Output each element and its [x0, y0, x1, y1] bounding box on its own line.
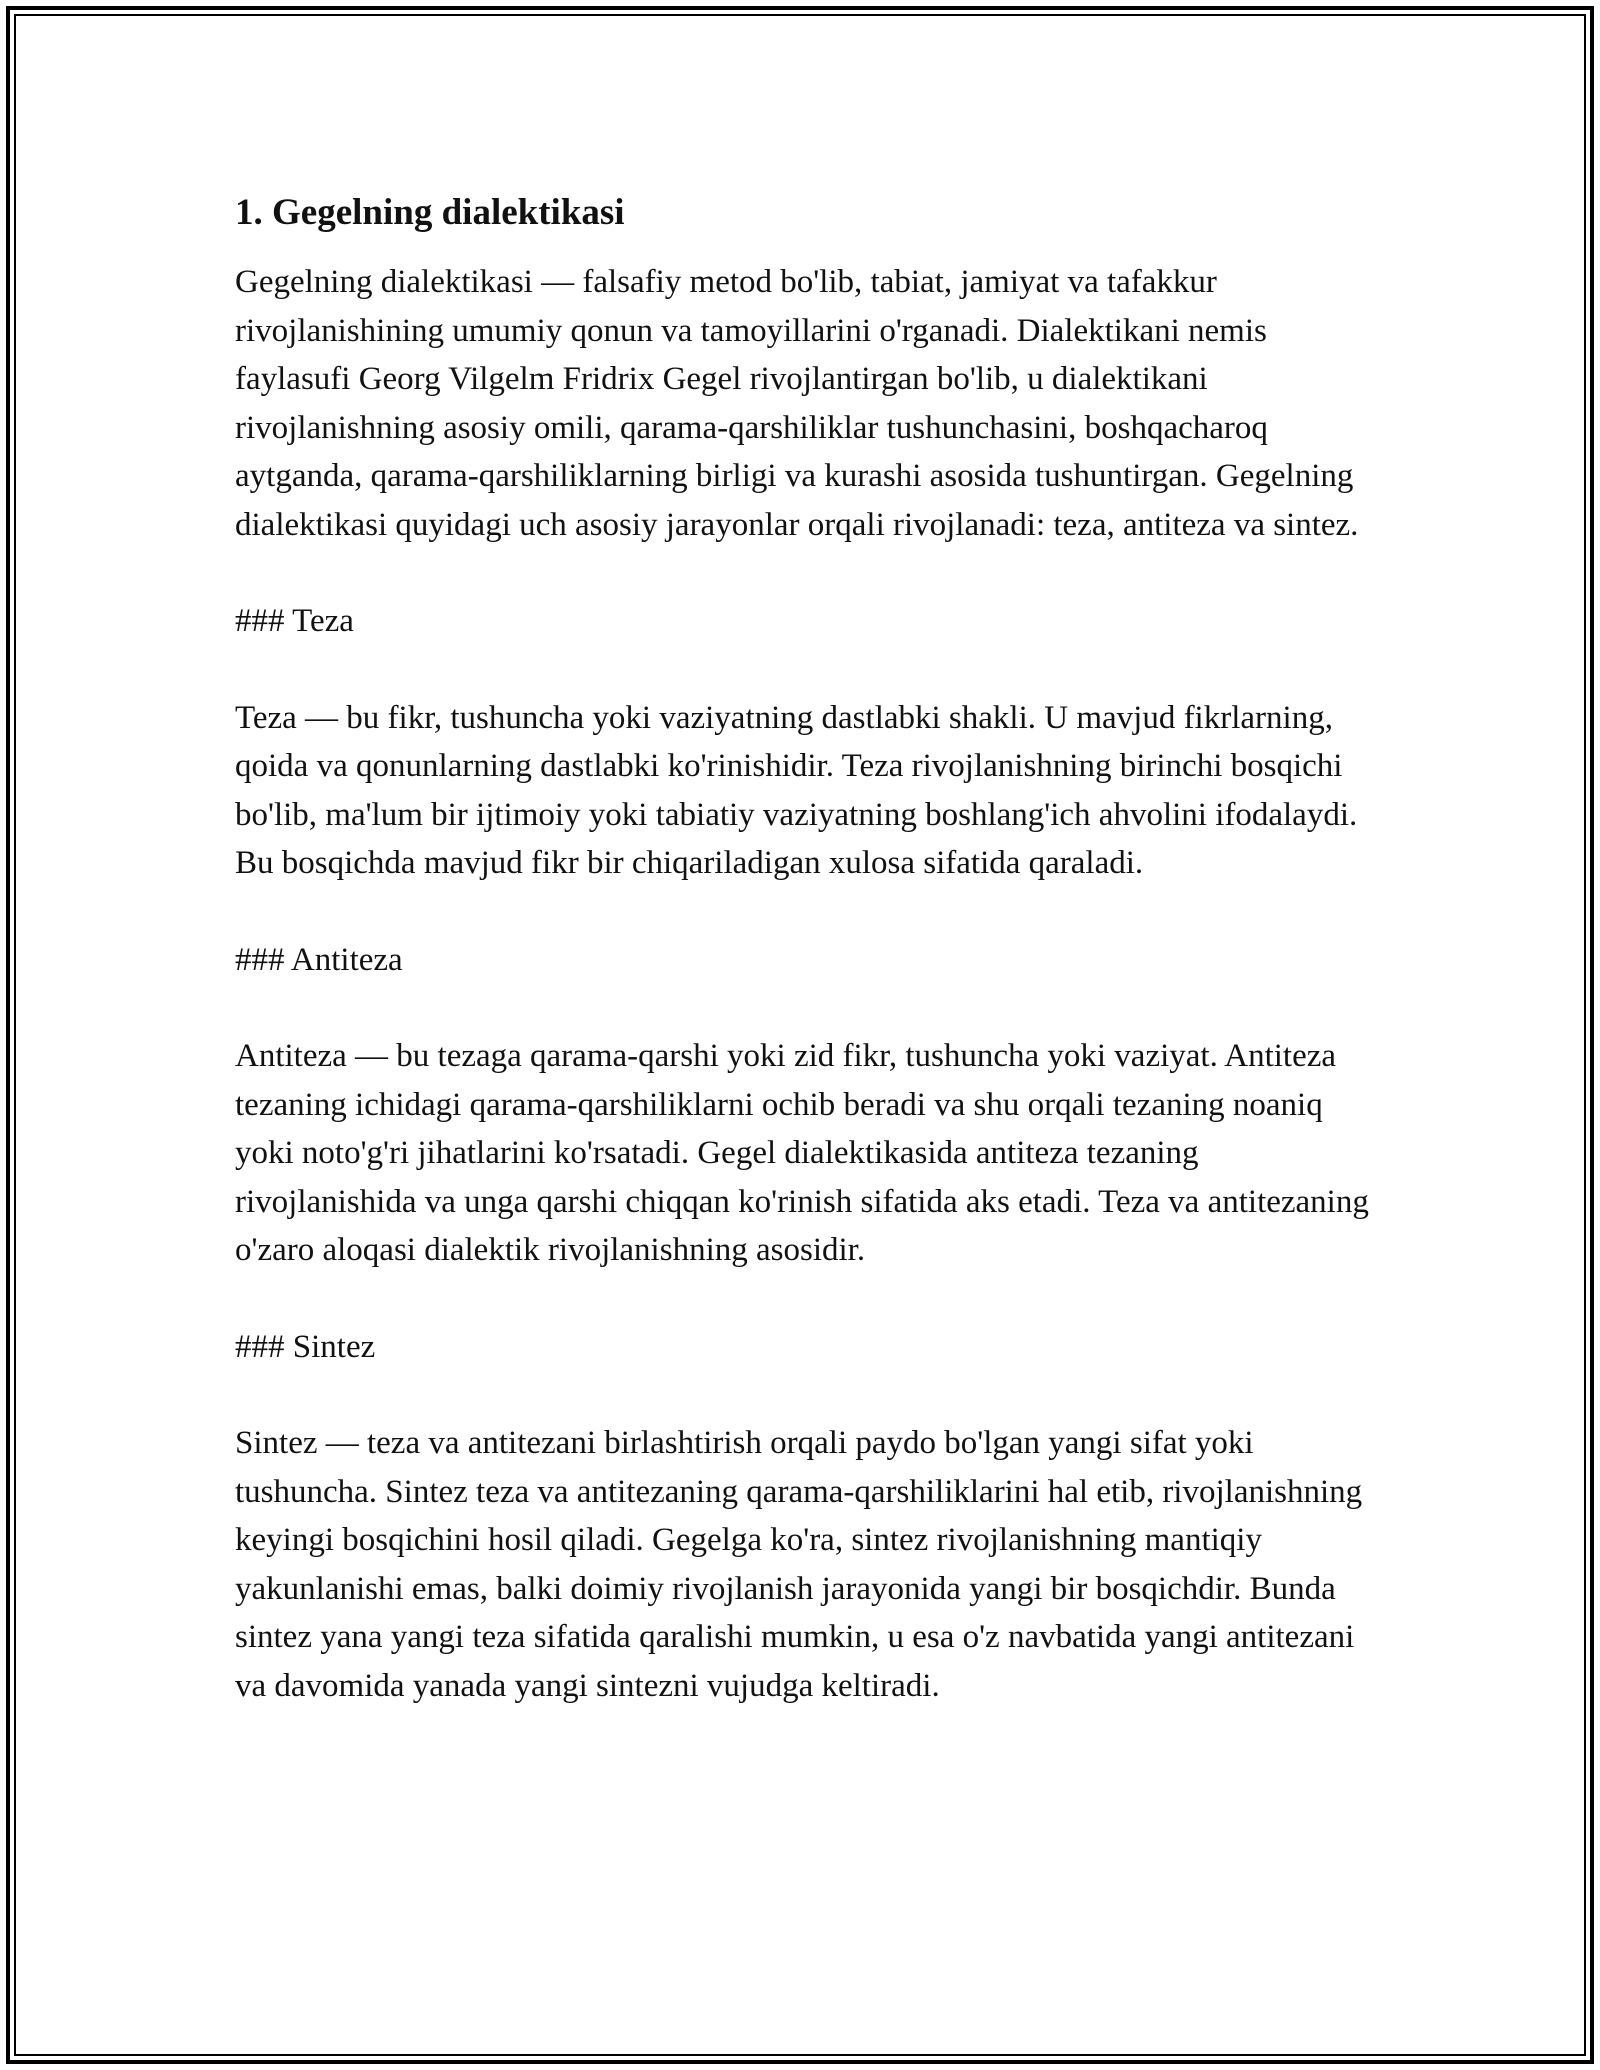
- section-paragraph-teza: Teza — bu fikr, tushuncha yoki vaziyatning dastlabki shakli. U mavjud fikrlarning, qoida va qonunlarning dastlabki ko'rinishidir. Teza rivojlanishning birinchi bosqichi bo'lib, ma'lum bir ijtimoiy yoki tabiatiy vaziyatning boshlang'ich ahvolini ifodalaydi. Bu bosqichda mavjud fikr bir chiqariladigan xulosa sifatida qaraladi.: [235, 699, 1358, 881]
- section-antiteza: [235, 936, 1375, 1275]
- section-heading-teza: ### Teza: [235, 603, 354, 639]
- document-title: 1. Gegelning dialektikasi: [235, 192, 625, 233]
- section-teza: [235, 597, 1375, 888]
- section-sintez: [235, 1323, 1375, 1711]
- document-body: [235, 186, 1375, 1710]
- section-paragraph-antiteza: Antiteza — bu tezaga qarama-qarshi yoki zid fikr, tushuncha yoki vaziyat. Antiteza tezaning ichidagi qarama-qarshiliklarni ochib beradi va shu orqali tezaning noaniq yoki noto'g'ri jihatlarini ko'rsatadi. Gegel dialektikasida antiteza tezaning rivojlanishida va unga qarshi chiqqan ko'rinish sifatida aks etadi. Teza va antitezaning o'zaro aloqasi dialektik rivojlanishning asosidir.: [235, 1038, 1369, 1268]
- section-heading-sintez: ### Sintez: [235, 1328, 376, 1365]
- section-paragraph-sintez: Sintez — teza va antitezani birlashtirish orqali paydo bo'lgan yangi sifat yoki tushuncha. Sintez teza va antitezaning qarama-qarshiliklarini hal etib, rivojlanishning keyingi bosqichini hosil qiladi. Gegelga ko'ra, sintez rivojlanishning mantiqiy yakunlanishi emas, balki doimiy rivojlanish jarayonida yangi bir bosqichdir. Bunda sintez yana yangi teza sifatida qaralishi mumkin, u esa o'z navbatida yangi antitezani va davomida yanada yangi sintezni vujudga keltiradi.: [235, 1425, 1363, 1704]
- section-heading-antiteza: ### Antiteza: [235, 941, 403, 978]
- intro-paragraph: Gegelning dialektikasi — falsafiy metod bo'lib, tabiat, jamiyat va tafakkur rivojlanishining umumiy qonun va tamoyillarini o'rganadi. Dialektikani nemis faylasufi Georg Vilgelm Fridrix Gegel rivojlantirgan bo'lib, u dialektikani rivojlanishning asosiy omili, qarama-qarshiliklar tushunchasini, boshqacharoq aytganda, qarama-qarshiliklarning birligi va kurashi asosida tushuntirgan. Gegelning dialektikasi quyidagi uch asosiy jarayonlar orqali rivojlanadi: teza, antiteza va sintez.: [235, 264, 1359, 543]
